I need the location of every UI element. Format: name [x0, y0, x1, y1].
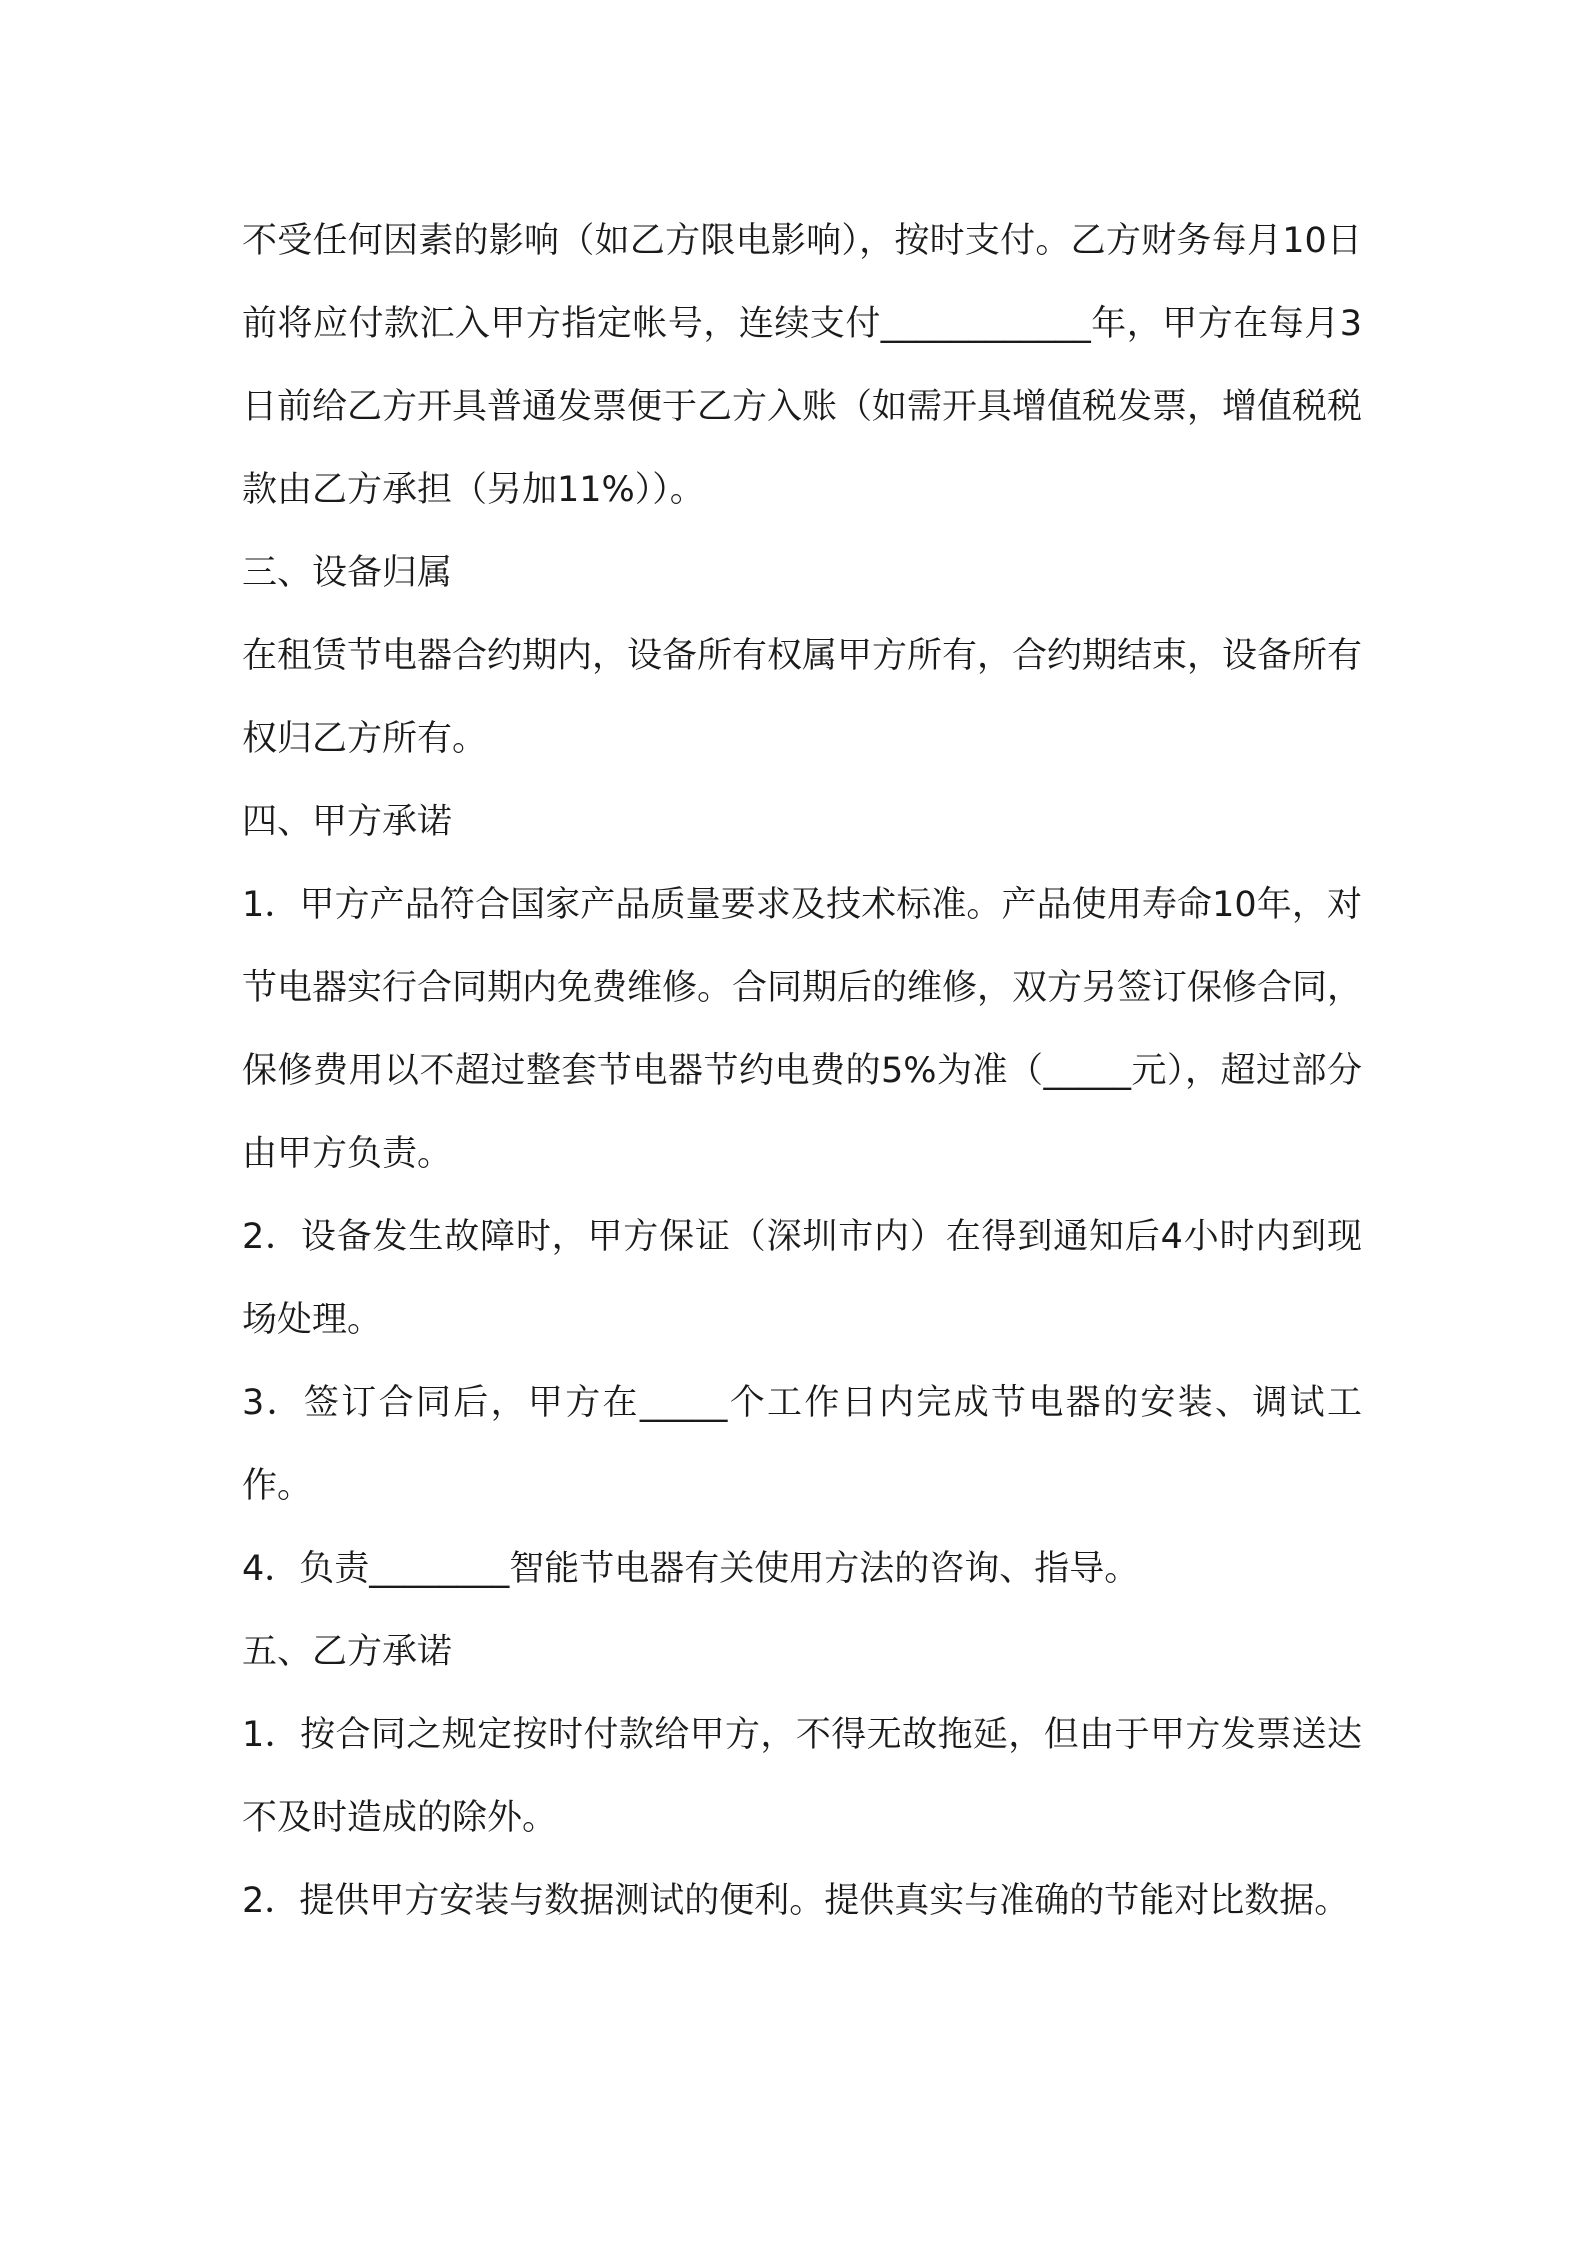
paragraph-party-a-item-2: 2．设备发生故障时，甲方保证（深圳市内）在得到通知后4小时内到现场处理。	[242, 1217, 1362, 1340]
paragraph-payment-terms: 不受任何因素的影响（如乙方限电影响），按时支付。乙方财务每月10日前将应付款汇入甲方指定帐号，连续支付____________年，甲方在每月3日前给乙方开具普通发票便于乙方入账（如需开具增值税发票，增值税税款由乙方承担（另加11%））。	[242, 221, 1363, 510]
section-heading-equipment-ownership: 三、设备归属	[242, 553, 453, 593]
section-heading-party-a-commitments: 四、甲方承诺	[242, 802, 453, 842]
paragraph-party-a-item-3: 3．签订合同后，甲方在_____个工作日内完成节电器的安装、调试工作。	[242, 1383, 1362, 1506]
paragraph-party-a-item-4: 4．负责________智能节电器有关使用方法的咨询、指导。	[242, 1549, 1140, 1589]
paragraph-party-a-item-1: 1．甲方产品符合国家产品质量要求及技术标准。产品使用寿命10年，对节电器实行合同期内免费维修。合同期后的维修，双方另签订保修合同，保修费用以不超过整套节电器节约电费的5%为准（_____元），超过部分由甲方负责。	[242, 885, 1363, 1174]
paragraph-party-b-item-1: 1．按合同之规定按时付款给甲方，不得无故拖延，但由于甲方发票送达不及时造成的除外。	[242, 1715, 1362, 1838]
paragraph-party-b-item-2: 2．提供甲方安装与数据测试的便利。提供真实与准确的节能对比数据。	[242, 1881, 1350, 1921]
document-body	[242, 200, 1362, 1943]
paragraph-equipment-ownership: 在租赁节电器合约期内，设备所有权属甲方所有，合约期结束，设备所有权归乙方所有。	[242, 636, 1363, 759]
section-heading-party-b-commitments: 五、乙方承诺	[242, 1632, 453, 1672]
